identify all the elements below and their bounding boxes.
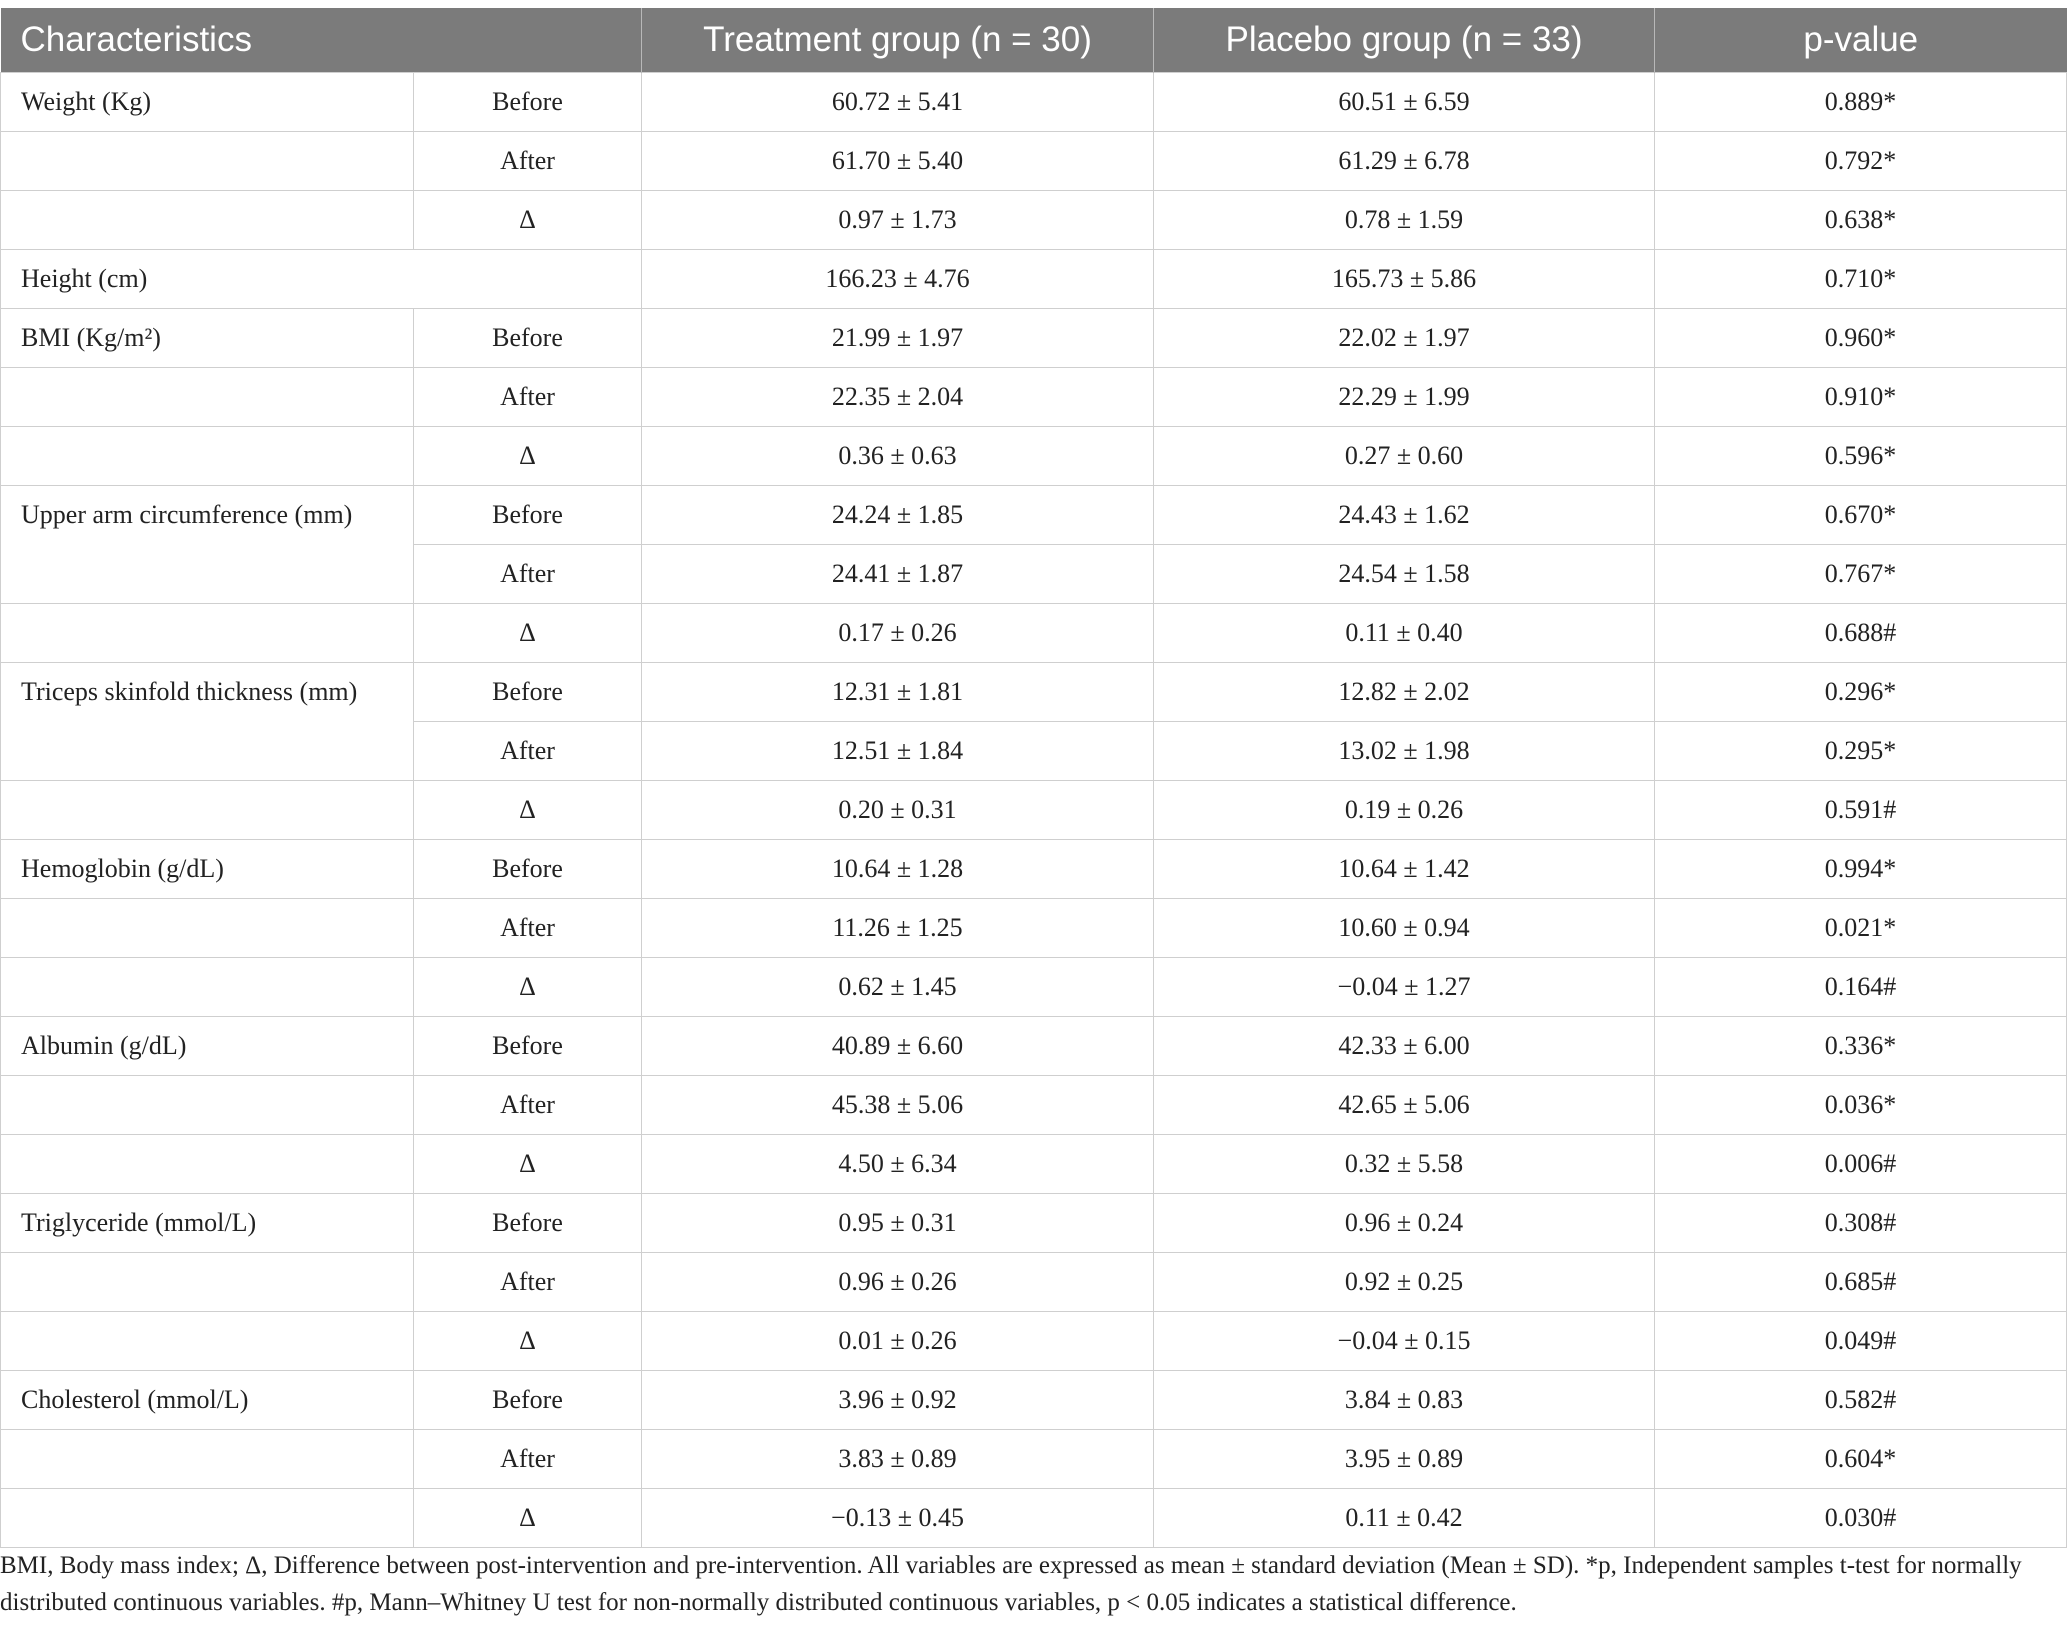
row-label: Weight (Kg) <box>1 73 414 132</box>
stage-cell: Δ <box>414 604 642 663</box>
pvalue-cell: 0.582# <box>1655 1371 2067 1430</box>
treatment-cell: 0.01 ± 0.26 <box>642 1312 1154 1371</box>
table-row <box>1 191 2067 250</box>
table-row <box>1 958 2067 1017</box>
table-footnote: BMI, Body mass index; Δ, Difference between post-intervention and pre-intervention. All variables are expressed as mean ± standard deviation (Mean ± SD). *p, Independent samples t-test for normally distributed continuous variables. #p, Mann–Whitney U test for non-normally distributed continuous variables, p < 0.05 indicates a statistical difference. <box>0 1552 2022 1616</box>
table-row <box>1 368 2067 427</box>
placebo-cell: 10.60 ± 0.94 <box>1154 899 1655 958</box>
row-label-empty <box>1 1430 414 1489</box>
row-label-empty <box>1 1312 414 1371</box>
placebo-cell: 22.02 ± 1.97 <box>1154 309 1655 368</box>
placebo-cell: 0.11 ± 0.42 <box>1154 1489 1655 1548</box>
placebo-cell: 0.32 ± 5.58 <box>1154 1135 1655 1194</box>
treatment-cell: 0.17 ± 0.26 <box>642 604 1154 663</box>
table-row <box>1 1312 2067 1371</box>
row-label-empty <box>1 1253 414 1312</box>
treatment-cell: 10.64 ± 1.28 <box>642 840 1154 899</box>
row-label-empty <box>1 899 414 958</box>
pvalue-cell: 0.685# <box>1655 1253 2067 1312</box>
pvalue-cell: 0.021* <box>1655 899 2067 958</box>
table-row <box>1 250 2067 309</box>
stage-cell: Before <box>414 1017 642 1076</box>
stage-cell: Before <box>414 309 642 368</box>
header-characteristics: Characteristics <box>1 8 642 73</box>
stage-cell: Δ <box>414 781 642 840</box>
placebo-cell: 0.27 ± 0.60 <box>1154 427 1655 486</box>
treatment-cell: 3.96 ± 0.92 <box>642 1371 1154 1430</box>
placebo-cell: 0.92 ± 0.25 <box>1154 1253 1655 1312</box>
placebo-cell: −0.04 ± 0.15 <box>1154 1312 1655 1371</box>
treatment-cell: 61.70 ± 5.40 <box>642 132 1154 191</box>
stage-cell: Before <box>414 840 642 899</box>
pvalue-cell: 0.006# <box>1655 1135 2067 1194</box>
treatment-cell: 40.89 ± 6.60 <box>642 1017 1154 1076</box>
table-row <box>1 1017 2067 1076</box>
table-row <box>1 604 2067 663</box>
table-row <box>1 1430 2067 1489</box>
treatment-cell: 24.41 ± 1.87 <box>642 545 1154 604</box>
row-label-empty <box>1 1489 414 1548</box>
placebo-cell: 61.29 ± 6.78 <box>1154 132 1655 191</box>
row-label-empty <box>1 1135 414 1194</box>
placebo-cell: 42.33 ± 6.00 <box>1154 1017 1655 1076</box>
pvalue-cell: 0.336* <box>1655 1017 2067 1076</box>
table-body <box>1 73 2067 1548</box>
stage-cell: Before <box>414 1371 642 1430</box>
row-label-empty <box>1 958 414 1017</box>
placebo-cell: 13.02 ± 1.98 <box>1154 722 1655 781</box>
stage-cell: After <box>414 132 642 191</box>
pvalue-cell: 0.604* <box>1655 1430 2067 1489</box>
table-row <box>1 309 2067 368</box>
row-label-empty <box>1 604 414 663</box>
placebo-cell: 22.29 ± 1.99 <box>1154 368 1655 427</box>
table-row <box>1 1076 2067 1135</box>
pvalue-cell: 0.910* <box>1655 368 2067 427</box>
treatment-cell: 0.20 ± 0.31 <box>642 781 1154 840</box>
stage-cell: Δ <box>414 958 642 1017</box>
stage-cell: After <box>414 1430 642 1489</box>
treatment-cell: 0.36 ± 0.63 <box>642 427 1154 486</box>
placebo-cell: 10.64 ± 1.42 <box>1154 840 1655 899</box>
placebo-cell: 3.95 ± 0.89 <box>1154 1430 1655 1489</box>
stage-cell: Δ <box>414 1135 642 1194</box>
table-row <box>1 427 2067 486</box>
pvalue-cell: 0.164# <box>1655 958 2067 1017</box>
table-row <box>1 486 2067 545</box>
row-label: Triglyceride (mmol/L) <box>1 1194 414 1253</box>
pvalue-cell: 0.889* <box>1655 73 2067 132</box>
placebo-cell: 24.54 ± 1.58 <box>1154 545 1655 604</box>
placebo-cell: 42.65 ± 5.06 <box>1154 1076 1655 1135</box>
row-label: BMI (Kg/m²) <box>1 309 414 368</box>
placebo-cell: 24.43 ± 1.62 <box>1154 486 1655 545</box>
stage-cell: Before <box>414 663 642 722</box>
pvalue-cell: 0.767* <box>1655 545 2067 604</box>
table-row <box>1 1371 2067 1430</box>
treatment-cell: 24.24 ± 1.85 <box>642 486 1154 545</box>
stage-cell: After <box>414 1076 642 1135</box>
row-label: Albumin (g/dL) <box>1 1017 414 1076</box>
table-row <box>1 663 2067 722</box>
pvalue-cell: 0.710* <box>1655 250 2067 309</box>
header-placebo: Placebo group (n = 33) <box>1154 8 1655 73</box>
treatment-cell: 60.72 ± 5.41 <box>642 73 1154 132</box>
table-row <box>1 1194 2067 1253</box>
row-label-empty <box>1 781 414 840</box>
placebo-cell: 0.78 ± 1.59 <box>1154 191 1655 250</box>
placebo-cell: 12.82 ± 2.02 <box>1154 663 1655 722</box>
header-pvalue: p-value <box>1655 8 2067 73</box>
placebo-cell: 3.84 ± 0.83 <box>1154 1371 1655 1430</box>
table-row <box>1 899 2067 958</box>
row-label: Cholesterol (mmol/L) <box>1 1371 414 1430</box>
pvalue-cell: 0.670* <box>1655 486 2067 545</box>
table-row <box>1 1489 2067 1548</box>
treatment-cell: 12.31 ± 1.81 <box>642 663 1154 722</box>
table-row <box>1 1135 2067 1194</box>
stage-cell: After <box>414 368 642 427</box>
row-label-empty <box>1 1076 414 1135</box>
stage-cell: Before <box>414 486 642 545</box>
stage-cell: Δ <box>414 427 642 486</box>
treatment-cell: 45.38 ± 5.06 <box>642 1076 1154 1135</box>
row-label: Triceps skinfold thickness (mm) <box>1 663 414 781</box>
treatment-cell: 3.83 ± 0.89 <box>642 1430 1154 1489</box>
stage-cell: After <box>414 899 642 958</box>
stage-cell: Before <box>414 73 642 132</box>
placebo-cell: 0.19 ± 0.26 <box>1154 781 1655 840</box>
stage-cell: After <box>414 1253 642 1312</box>
placebo-cell: 165.73 ± 5.86 <box>1154 250 1655 309</box>
table-row <box>1 132 2067 191</box>
pvalue-cell: 0.792* <box>1655 132 2067 191</box>
pvalue-cell: 0.030# <box>1655 1489 2067 1548</box>
treatment-cell: 21.99 ± 1.97 <box>642 309 1154 368</box>
table-row <box>1 73 2067 132</box>
treatment-cell: 166.23 ± 4.76 <box>642 250 1154 309</box>
treatment-cell: 22.35 ± 2.04 <box>642 368 1154 427</box>
results-table <box>0 8 2067 1548</box>
row-label: Hemoglobin (g/dL) <box>1 840 414 899</box>
pvalue-cell: 0.960* <box>1655 309 2067 368</box>
pvalue-cell: 0.036* <box>1655 1076 2067 1135</box>
row-label-empty <box>1 427 414 486</box>
placebo-cell: −0.04 ± 1.27 <box>1154 958 1655 1017</box>
pvalue-cell: 0.295* <box>1655 722 2067 781</box>
stage-cell: After <box>414 722 642 781</box>
row-label-empty <box>1 132 414 191</box>
pvalue-cell: 0.596* <box>1655 427 2067 486</box>
treatment-cell: 4.50 ± 6.34 <box>642 1135 1154 1194</box>
treatment-cell: 0.97 ± 1.73 <box>642 191 1154 250</box>
stage-cell: Δ <box>414 1312 642 1371</box>
placebo-cell: 0.96 ± 0.24 <box>1154 1194 1655 1253</box>
stage-cell: After <box>414 545 642 604</box>
pvalue-cell: 0.591# <box>1655 781 2067 840</box>
row-label-empty <box>1 368 414 427</box>
stage-cell: Δ <box>414 191 642 250</box>
stage-cell: Δ <box>414 1489 642 1548</box>
table-header-row <box>1 8 2067 73</box>
pvalue-cell: 0.638* <box>1655 191 2067 250</box>
row-label-empty <box>1 191 414 250</box>
stage-cell: Before <box>414 1194 642 1253</box>
pvalue-cell: 0.994* <box>1655 840 2067 899</box>
placebo-cell: 60.51 ± 6.59 <box>1154 73 1655 132</box>
treatment-cell: −0.13 ± 0.45 <box>642 1489 1154 1548</box>
row-label: Upper arm circumference (mm) <box>1 486 414 604</box>
header-treatment: Treatment group (n = 30) <box>642 8 1154 73</box>
pvalue-cell: 0.308# <box>1655 1194 2067 1253</box>
treatment-cell: 0.96 ± 0.26 <box>642 1253 1154 1312</box>
treatment-cell: 12.51 ± 1.84 <box>642 722 1154 781</box>
table-row <box>1 840 2067 899</box>
table-row <box>1 1253 2067 1312</box>
treatment-cell: 0.95 ± 0.31 <box>642 1194 1154 1253</box>
treatment-cell: 11.26 ± 1.25 <box>642 899 1154 958</box>
table-row <box>1 781 2067 840</box>
row-label: Height (cm) <box>1 250 642 309</box>
pvalue-cell: 0.049# <box>1655 1312 2067 1371</box>
pvalue-cell: 0.688# <box>1655 604 2067 663</box>
pvalue-cell: 0.296* <box>1655 663 2067 722</box>
treatment-cell: 0.62 ± 1.45 <box>642 958 1154 1017</box>
placebo-cell: 0.11 ± 0.40 <box>1154 604 1655 663</box>
